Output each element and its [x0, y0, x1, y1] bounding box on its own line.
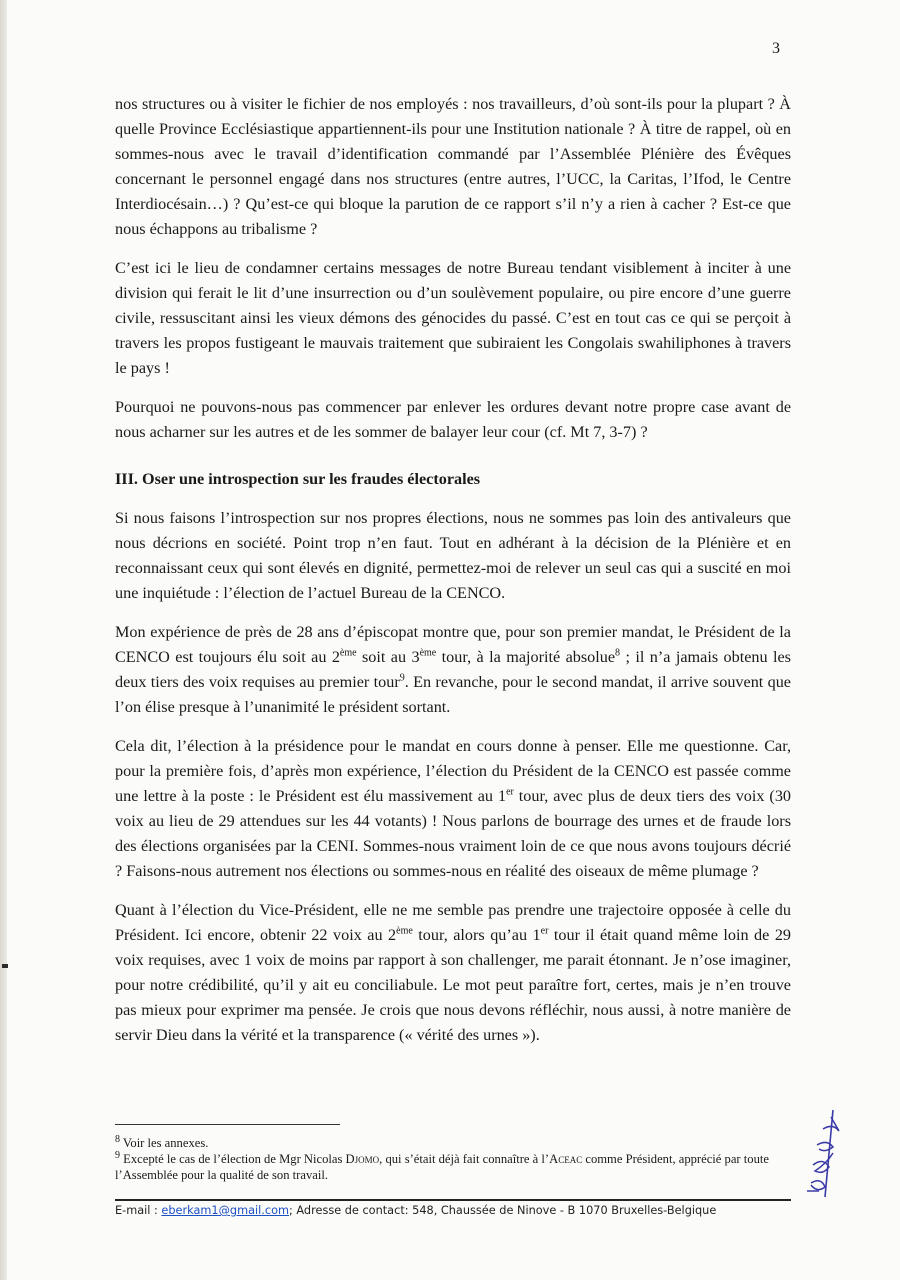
paragraph-5 [115, 620, 791, 720]
footnote-text: comme Président, apprécié par toute l’Assemblée pour la qualité de son travail. [115, 1152, 769, 1182]
text-run: tour, alors qu’au 1 [412, 926, 541, 944]
footnote-ref-8[interactable]: 8 [615, 647, 621, 659]
text-run: soit au 3 [356, 648, 420, 666]
organization-name: Aceac [549, 1152, 583, 1166]
paragraph-4: Si nous faisons l’introspection sur nos propres élections, nous ne sommes pas loin des antivaleurs que nous décrions en société. Point trop n’en faut. Tout en adhérant à la décision de la Plénière et en reconnaissant ceux qui sont élevés en dignité, permettez-moi de relever un seul cas qui a suscité en moi une inquiétude : l’élection de l’actuel Bureau de la CENCO. [115, 509, 791, 602]
paragraph-3: Pourquoi ne pouvons-nous pas commencer par enlever les ordures devant notre propre case avant de nous acharner sur les autres et de les sommer de balayer leur cour (cf. Mt 7, 3-7) ? [115, 398, 791, 441]
text-run: . En revanche, pour le second mandat, il arrive souvent que l’on élise presque à l’unanimité le président sortant. [115, 673, 791, 716]
superscript: er [506, 786, 514, 798]
paragraph-6 [115, 734, 791, 884]
footnote-text: Voir les annexes. [120, 1136, 209, 1150]
text-run: ; il n’a jamais obtenu les deux tiers des voix requises au premier tour [115, 648, 791, 691]
footnote-text: Excepté le cas de l’élection de Mgr Nicolas [120, 1152, 346, 1166]
superscript: ème [396, 925, 413, 937]
footnote-number: 8 [115, 1133, 120, 1145]
text-run: Mon expérience de près de 28 ans d’épiscopat montre que, pour son premier mandat, le Président de la CENCO est toujours élu soit au 2 [115, 623, 791, 666]
email-link[interactable]: eberkam1@gmail.com [161, 1204, 289, 1217]
superscript: ème [339, 647, 357, 659]
footnote-text: , qui s’était déjà fait connaître à l’ [379, 1152, 550, 1166]
text-run: Quant à l’élection du Vice-Président, elle ne me semble pas prendre une trajectoire opposée à celle du Président. Ici encore, obtenir 22 voix au 2 [115, 901, 791, 944]
email-label: E-mail : [115, 1204, 162, 1217]
footnote-separator [115, 1124, 340, 1125]
text-run: tour il était quand même loin de 29 voix requises, avec 1 voix de moins par rapport à son challenger, me parait étonnant. Je n’ose imaginer, pour notre crédibilité, qu’il y ait eu conciliabule. Le mot peut paraître fort, certes, mais je n’en trouve pas mieux pour exprimer ma pensée. Je crois que nous devons réfléchir, nous aussi, à notre manière de servir Dieu dans la vérité et la transparence (« vérité des urnes »). [115, 926, 792, 1044]
page-edge-shadow [0, 0, 7, 1280]
paragraph-2: C’est ici le lieu de condamner certains messages de notre Bureau tendant visiblement à inciter à une division qui ferait le lit d’une insurrection ou d’un soulèvement populaire, ou pire encore d’une guerre civile, ressuscitant ainsi les vieux démons des génocides du passé. C’est en tout cas ce qui se perçoit à travers les propos fustigeant le mauvais traitement que subiraient les Congolais swahiliphones à travers le pays ! [115, 259, 791, 377]
footnote-number: 9 [115, 1149, 120, 1161]
footnote-9 [115, 1151, 815, 1183]
superscript: ème [419, 647, 437, 659]
footnotes [115, 1135, 815, 1183]
section-heading: III. Oser une introspection sur les fraudes électorales [115, 470, 481, 488]
text-run: Cela dit, l’élection à la présidence pour le mandat en cours donne à penser. Elle me questionne. Car, pour la première fois, d’après mon expérience, l’élection du Président de la CENCO est passée comme une lettre à la poste : le Président est élu massivement au 1 [115, 737, 791, 805]
body-text [115, 92, 791, 1062]
footer-separator [115, 1199, 791, 1201]
paragraph-1: nos structures ou à visiter le fichier de nos employés : nos travailleurs, d’où sont-ils pour la plupart ? À quelle Province Ecclésiastique appartiennent-ils pour une Institution nationale ? À titre de rappel, où en sommes-nous avec le travail d’identification commandé par l’Assemblée Plénière des Évêques concernant le personnel engagé dans nos structures (entre autres, l’UCC, la Caritas, l’Ifod, le Centre Interdiocésain…) ? Qu’est-ce qui bloque la parution de ce rapport s’il n’y a rien à cacher ? Est-ce que nous échappons au tribalisme ? [115, 95, 791, 238]
page-number: 3 [772, 40, 780, 57]
handwritten-initials-signature [803, 1105, 853, 1200]
superscript: er [540, 925, 549, 937]
contact-address: ; Adresse de contact: 548, Chaussée de Ninove - B 1070 Bruxelles-Belgique [289, 1204, 717, 1217]
person-name: Djomo [345, 1152, 380, 1166]
footer [115, 1204, 805, 1217]
paragraph-7 [115, 898, 791, 1048]
footnote-8 [115, 1135, 815, 1151]
text-run: tour, avec plus de deux tiers des voix (30 voix au lieu de 29 attendues sur les 44 votants) ! Nous parlons de bourrage des urnes et de fraude lors des élections organisées par la CENI. Sommes-nous vraiment loin de ce que nous avons toujours décrié ? Faisons-nous autrement nos élections ou sommes-nous en réalité des oiseaux de même plumage ? [115, 787, 792, 880]
footnote-ref-9[interactable]: 9 [399, 672, 405, 684]
text-run: tour, à la majorité absolue [436, 648, 616, 666]
edge-mark [2, 964, 8, 968]
